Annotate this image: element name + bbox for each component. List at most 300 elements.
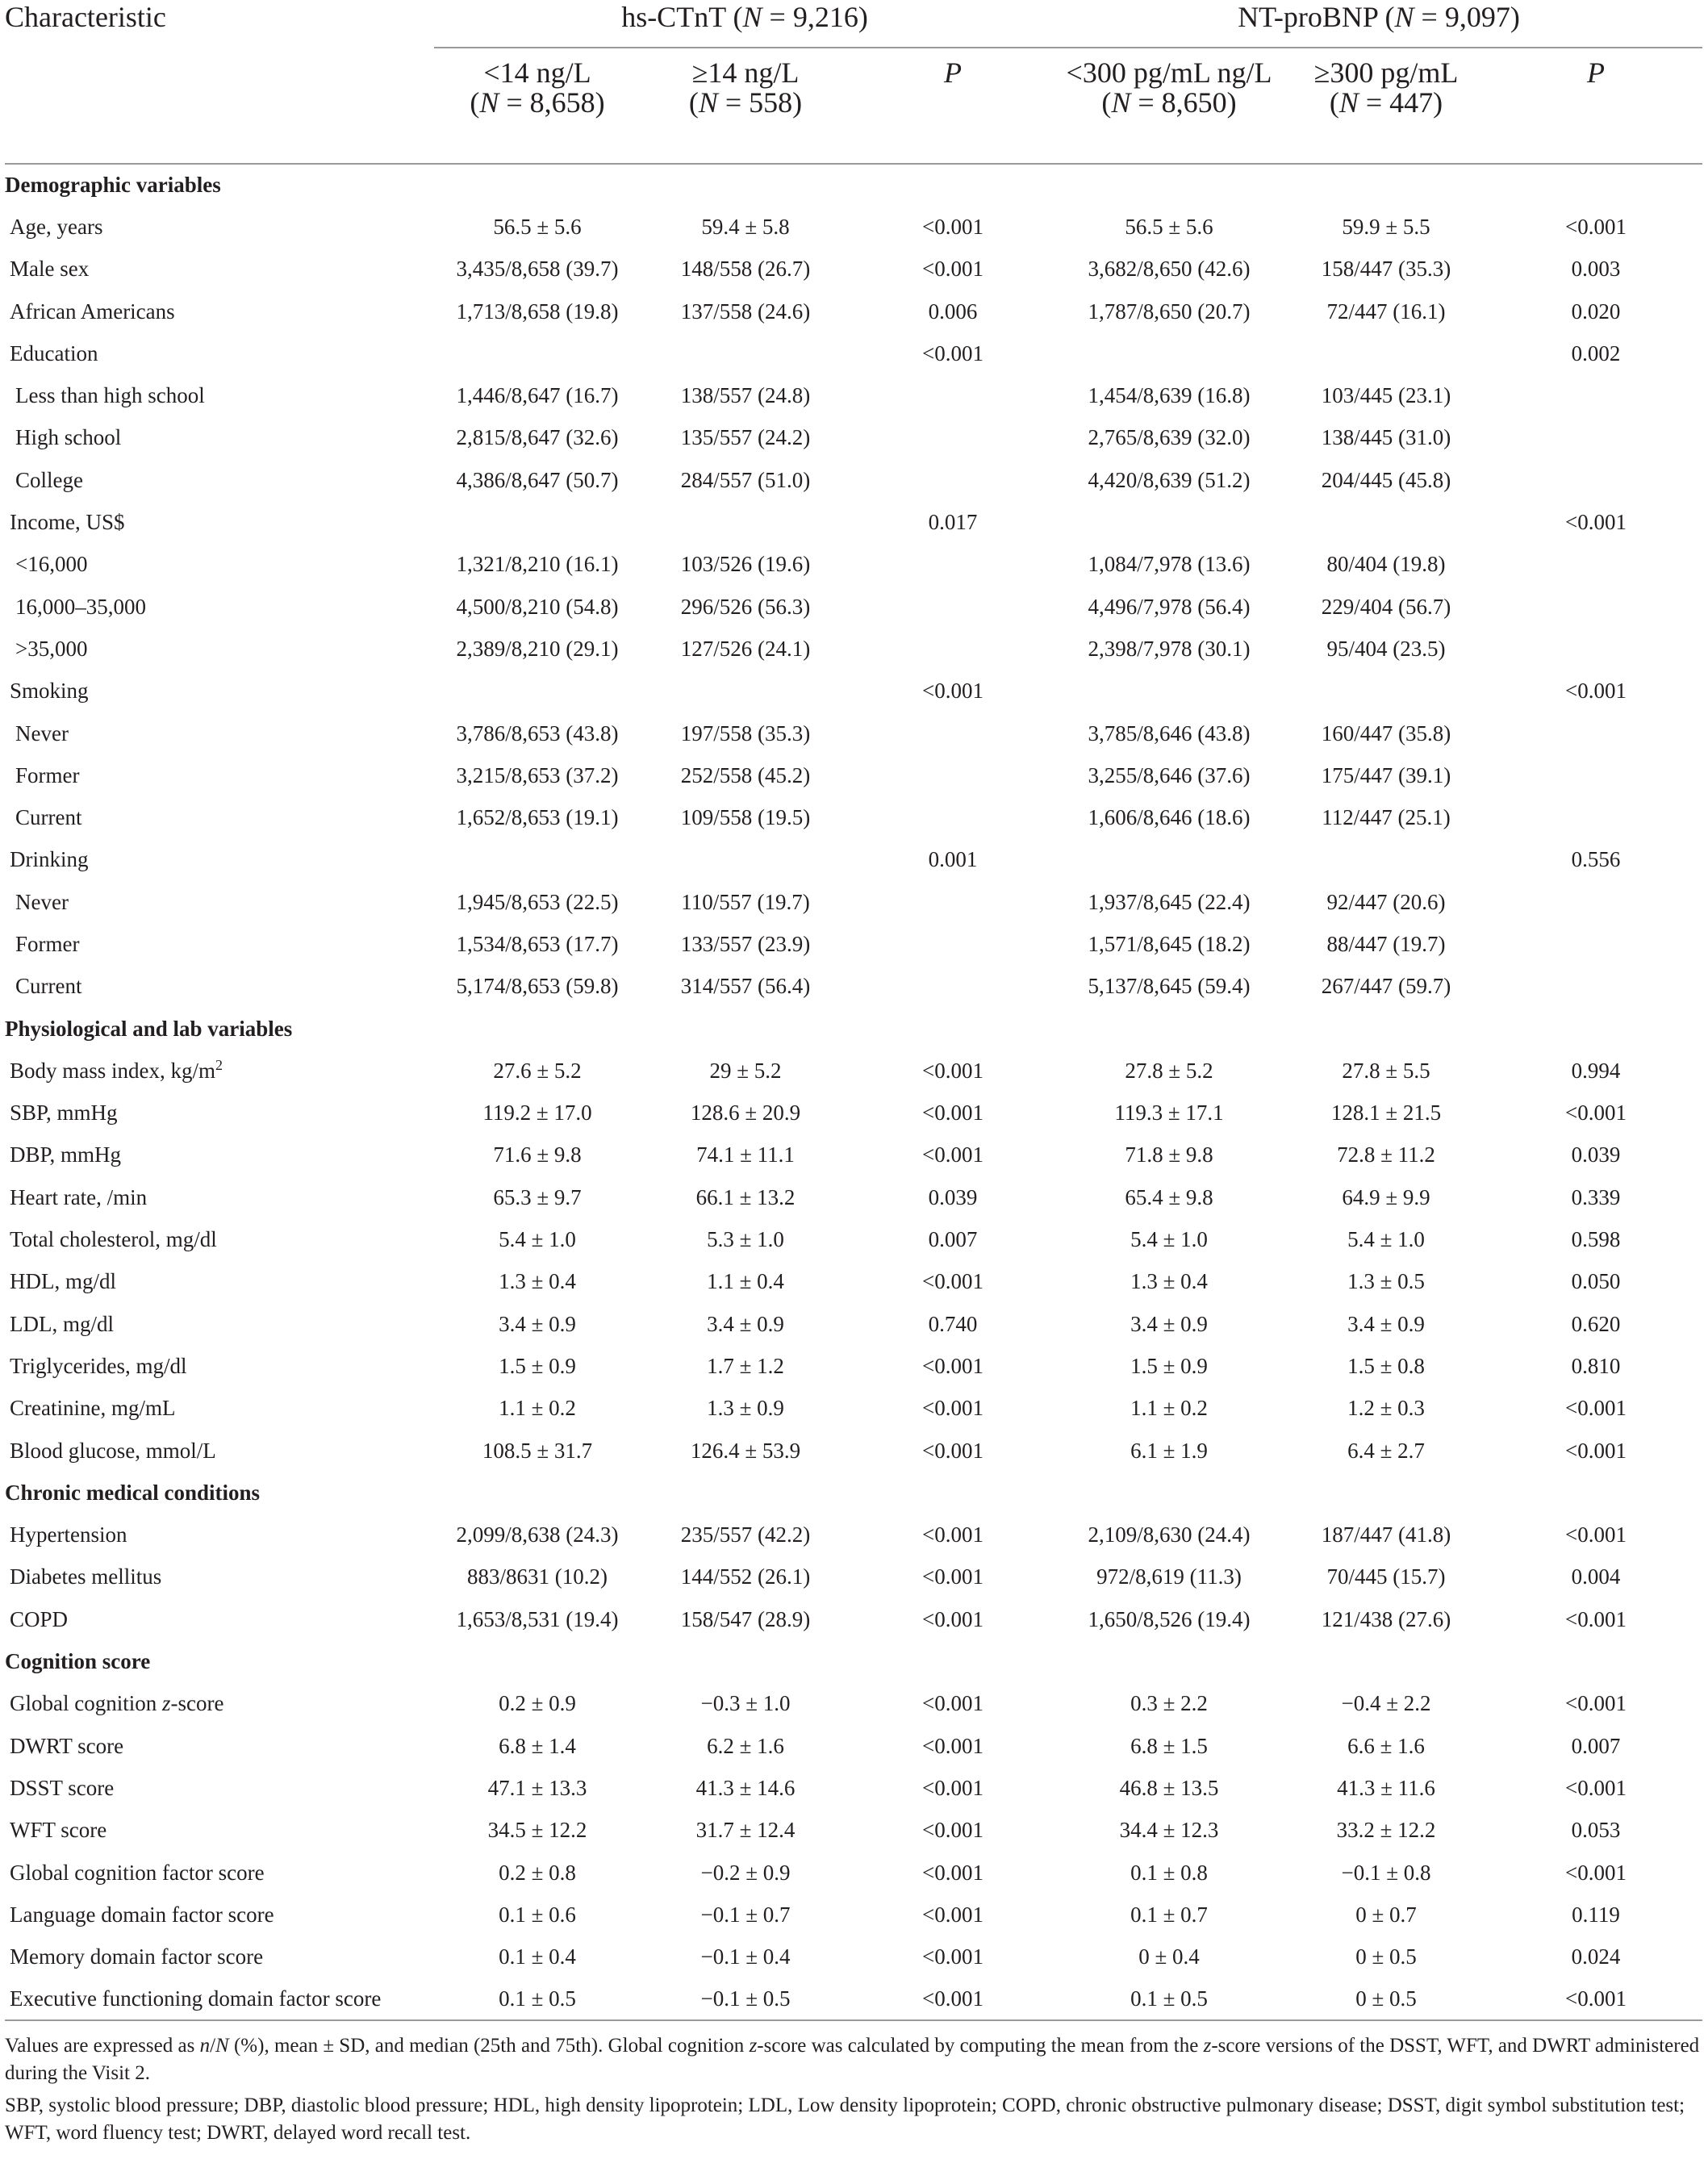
row-label: Blood glucose, mmol/L — [10, 1438, 216, 1463]
cell-bnp-low: 0.1 ± 0.5 — [1055, 1978, 1283, 2020]
cell-bnp-low: 6.8 ± 1.5 — [1130, 1733, 1208, 1758]
cell-ctnt-high: 158/547 (28.9) — [680, 1606, 811, 1631]
cell-bnp-low: 1,454/8,639 (16.8) — [1088, 383, 1251, 408]
table-row — [5, 1852, 1702, 1894]
cell-ctnt-p: <0.001 — [922, 1733, 983, 1758]
cell-bnp-low — [1055, 501, 1283, 543]
cell-bnp-high: 175/447 (39.1) — [1321, 762, 1451, 787]
cell-ctnt-high: 126.4 ± 53.9 — [690, 1438, 801, 1463]
cell-bnp-p: 0.020 — [1571, 299, 1621, 324]
cell-bnp-low: 0.3 ± 2.2 — [1130, 1691, 1208, 1716]
cell-ctnt-p: <0.001 — [922, 1818, 983, 1843]
cell-bnp-high: 5.4 ± 1.0 — [1347, 1227, 1425, 1252]
cell-ctnt-p: 0.001 — [928, 847, 978, 872]
cell-bnp-low: 2,109/8,630 (24.4) — [1088, 1522, 1251, 1547]
cell-ctnt-low: 1.5 ± 0.9 — [499, 1353, 576, 1378]
cell-ctnt-high: 128.6 ± 20.9 — [690, 1101, 801, 1126]
cell-ctnt-low: 0.1 ± 0.5 — [434, 1978, 641, 2020]
cell-ctnt-low: 1,713/8,658 (19.8) — [456, 299, 619, 324]
cell-bnp-high — [1283, 839, 1489, 881]
cell-bnp-p: <0.001 — [1565, 1396, 1627, 1421]
cell-bnp-low: 0.1 ± 0.7 — [1130, 1902, 1208, 1927]
row-label: DBP, mmHg — [10, 1142, 122, 1167]
cell-ctnt-high: 74.1 ± 11.1 — [696, 1142, 795, 1167]
footnote-values: Values are expressed as n/N (%), mean ± SD, and median (25th and 75th). Global cognition z-score was calculated by computing the mean from the z-score versions of the DSST, WFT, and DWRT administered during the Visit 2. — [5, 2035, 1700, 2085]
cell-ctnt-low: 119.2 ± 17.0 — [482, 1101, 592, 1126]
table-row — [5, 966, 1702, 1008]
cell-bnp-p: <0.001 — [1565, 1606, 1627, 1631]
cell-bnp-low — [1055, 839, 1283, 881]
cell-bnp-high: −0.4 ± 2.2 — [1341, 1691, 1431, 1716]
cell-bnp-low: 1.5 ± 0.9 — [1130, 1353, 1208, 1378]
table-row — [5, 501, 1702, 543]
row-label: Total cholesterol, mg/dl — [10, 1227, 217, 1252]
cell-bnp-low: 1,650/8,526 (19.4) — [1088, 1606, 1251, 1631]
cell-bnp-low: 1,937/8,645 (22.4) — [1088, 889, 1251, 914]
cell-ctnt-high: −0.1 ± 0.7 — [700, 1902, 791, 1927]
table-row — [5, 754, 1702, 796]
cell-bnp-low: 3,255/8,646 (37.6) — [1088, 762, 1251, 787]
table-row — [5, 670, 1702, 712]
row-label: Education — [10, 340, 98, 365]
cell-ctnt-p — [850, 586, 1055, 628]
cell-ctnt-p: 0.039 — [928, 1184, 978, 1209]
cell-bnp-p — [1489, 754, 1702, 796]
cell-ctnt-low: 4,500/8,210 (54.8) — [456, 594, 619, 619]
cell-ctnt-low: 0.2 ± 0.8 — [499, 1860, 576, 1885]
cell-bnp-p: 0.556 — [1571, 847, 1621, 872]
cell-bnp-high: 72.8 ± 11.2 — [1337, 1142, 1435, 1167]
cell-ctnt-low: 2,389/8,210 (29.1) — [456, 636, 619, 661]
table-row — [5, 1894, 1702, 1936]
cell-bnp-p — [1489, 628, 1702, 670]
cell-bnp-high: 95/404 (23.5) — [1326, 636, 1446, 661]
row-label: Global cognition factor score — [10, 1860, 265, 1885]
cell-ctnt-low: 1.3 ± 0.4 — [499, 1269, 576, 1294]
cell-bnp-p: 0.810 — [1571, 1353, 1621, 1378]
cell-bnp-p: 0.004 — [1571, 1564, 1621, 1589]
cell-ctnt-high: 144/552 (26.1) — [680, 1564, 811, 1589]
cell-ctnt-p: <0.001 — [922, 1522, 983, 1547]
cell-bnp-low: 1,787/8,650 (20.7) — [1088, 299, 1251, 324]
table-footnotes — [5, 2032, 1702, 2147]
row-label: Executive functioning domain factor score — [5, 1978, 434, 2020]
table-row — [5, 839, 1702, 881]
cell-ctnt-p: <0.001 — [922, 257, 983, 282]
cell-bnp-p — [1489, 712, 1702, 754]
row-label: Triglycerides, mg/dl — [10, 1353, 187, 1378]
section-row — [5, 1640, 1702, 1682]
cell-ctnt-low — [434, 501, 641, 543]
cell-bnp-high — [1283, 670, 1489, 712]
header-group-hs-ctnt: hs-CTnT (N = 9,216) — [434, 0, 1055, 58]
cell-ctnt-p — [850, 417, 1055, 459]
cell-bnp-high: 70/445 (15.7) — [1326, 1564, 1446, 1589]
cell-ctnt-low: 27.6 ± 5.2 — [493, 1058, 582, 1083]
cell-ctnt-high — [641, 670, 850, 712]
cell-ctnt-high: 314/557 (56.4) — [680, 974, 811, 999]
cell-ctnt-high: 5.3 ± 1.0 — [707, 1227, 784, 1252]
cell-ctnt-high: 1.7 ± 1.2 — [707, 1353, 784, 1378]
table-row — [5, 881, 1702, 923]
row-label: Heart rate, /min — [10, 1184, 148, 1209]
cell-ctnt-p: <0.001 — [922, 1775, 983, 1800]
row-label: Memory domain factor score — [10, 1944, 264, 1969]
cell-bnp-low: 4,496/7,978 (56.4) — [1088, 594, 1251, 619]
row-label: DSST score — [10, 1775, 115, 1800]
cell-bnp-low: 1.3 ± 0.4 — [1130, 1269, 1208, 1294]
cell-ctnt-p — [850, 374, 1055, 416]
table-row — [5, 1683, 1702, 1725]
cell-ctnt-high: 59.4 ± 5.8 — [701, 214, 790, 239]
cell-ctnt-high — [641, 501, 850, 543]
cell-ctnt-high: 110/557 (19.7) — [681, 889, 810, 914]
row-label: Language domain factor score — [10, 1902, 274, 1927]
cell-bnp-p: 0.620 — [1571, 1311, 1621, 1336]
cell-ctnt-high — [641, 839, 850, 881]
cell-ctnt-p — [850, 459, 1055, 501]
header-row-groups — [5, 0, 1702, 58]
cell-bnp-low: 1,571/8,645 (18.2) — [1088, 931, 1251, 956]
cell-ctnt-high: 148/558 (26.7) — [680, 257, 811, 282]
row-label: WFT score — [10, 1818, 107, 1843]
cell-bnp-p: 0.002 — [1571, 340, 1621, 365]
header-characteristic: Characteristic — [5, 1, 166, 33]
table-row — [5, 1556, 1702, 1598]
section-heading: Cognition score — [5, 1649, 151, 1674]
row-label: African Americans — [10, 299, 175, 324]
header-col-ctnt-p: P — [944, 56, 962, 89]
cell-bnp-p: <0.001 — [1565, 1860, 1627, 1885]
cell-ctnt-p: 0.740 — [928, 1311, 978, 1336]
row-label: Drinking — [10, 847, 89, 872]
table-row — [5, 544, 1702, 586]
cell-bnp-low: 34.4 ± 12.3 — [1119, 1818, 1219, 1843]
cell-ctnt-high: 127/526 (24.1) — [680, 636, 811, 661]
cell-ctnt-low: 108.5 ± 31.7 — [482, 1438, 593, 1463]
cell-bnp-p: <0.001 — [1565, 214, 1627, 239]
cell-ctnt-p — [850, 628, 1055, 670]
header-col-bnp-low: <300 pg/mL ng/L (N = 8,650) — [1066, 56, 1272, 119]
cell-bnp-high: 88/447 (19.7) — [1326, 931, 1446, 956]
header-col-bnp-high: ≥300 pg/mL (N = 447) — [1313, 56, 1459, 119]
cell-ctnt-high: −0.2 ± 0.9 — [700, 1860, 791, 1885]
cell-bnp-high: 187/447 (41.8) — [1321, 1522, 1451, 1547]
table-row — [5, 1978, 1702, 2020]
cell-bnp-low: 3,682/8,650 (42.6) — [1088, 257, 1251, 282]
cell-bnp-low: 1,084/7,978 (13.6) — [1088, 552, 1251, 577]
characteristics-table — [5, 0, 1702, 2021]
section-row — [5, 164, 1702, 206]
cell-bnp-p: 0.050 — [1571, 1269, 1621, 1294]
row-label: Never — [15, 889, 69, 914]
cell-bnp-p: <0.001 — [1565, 1775, 1627, 1800]
cell-bnp-high: 128.1 ± 21.5 — [1330, 1101, 1442, 1126]
cell-ctnt-p: <0.001 — [922, 1944, 983, 1969]
cell-ctnt-p: <0.001 — [850, 1978, 1055, 2020]
cell-bnp-high: 64.9 ± 9.9 — [1342, 1184, 1430, 1209]
cell-bnp-p: 0.994 — [1571, 1058, 1621, 1083]
cell-ctnt-low: 1,446/8,647 (16.7) — [456, 383, 619, 408]
cell-ctnt-high: 103/526 (19.6) — [680, 552, 811, 577]
cell-ctnt-high: 1.1 ± 0.4 — [707, 1269, 784, 1294]
cell-ctnt-p: <0.001 — [922, 1564, 983, 1589]
cell-bnp-p: 0.003 — [1571, 257, 1621, 282]
cell-ctnt-low: 5.4 ± 1.0 — [499, 1227, 576, 1252]
cell-bnp-low — [1055, 332, 1283, 374]
cell-ctnt-high: −0.1 ± 0.4 — [700, 1944, 791, 1969]
cell-ctnt-p: <0.001 — [922, 1142, 983, 1167]
table-container — [5, 0, 1702, 2147]
cell-ctnt-high: 29 ± 5.2 — [709, 1058, 782, 1083]
row-label: HDL, mg/dl — [10, 1269, 116, 1294]
cell-bnp-low: 2,398/7,978 (30.1) — [1088, 636, 1251, 661]
cell-bnp-high: 72/447 (16.1) — [1326, 299, 1446, 324]
cell-bnp-high: 3.4 ± 0.9 — [1347, 1311, 1425, 1336]
row-label: LDL, mg/dl — [10, 1311, 114, 1336]
table-row — [5, 628, 1702, 670]
cell-ctnt-p — [850, 712, 1055, 754]
cell-ctnt-p: 0.007 — [928, 1227, 978, 1252]
row-label: Income, US$ — [10, 510, 125, 535]
cell-bnp-p — [1489, 374, 1702, 416]
cell-bnp-low: 65.4 ± 9.8 — [1125, 1184, 1213, 1209]
cell-ctnt-high: 284/557 (51.0) — [680, 467, 811, 492]
cell-ctnt-p — [850, 923, 1055, 965]
cell-bnp-high: 6.6 ± 1.6 — [1347, 1733, 1425, 1758]
cell-bnp-low — [1055, 670, 1283, 712]
cell-bnp-p: 0.339 — [1571, 1184, 1621, 1209]
cell-ctnt-low — [434, 839, 641, 881]
row-label: Hypertension — [10, 1522, 127, 1547]
cell-bnp-high: 121/438 (27.6) — [1321, 1606, 1451, 1631]
cell-ctnt-low — [434, 332, 641, 374]
cell-bnp-high: 80/404 (19.8) — [1326, 552, 1446, 577]
cell-bnp-p: <0.001 — [1565, 679, 1627, 704]
cell-bnp-high: 267/447 (59.7) — [1321, 974, 1451, 999]
cell-bnp-high: 1.2 ± 0.3 — [1347, 1396, 1425, 1421]
cell-ctnt-p — [850, 966, 1055, 1008]
cell-ctnt-low: 2,099/8,638 (24.3) — [456, 1522, 619, 1547]
table-row — [5, 417, 1702, 459]
cell-bnp-p: 0.119 — [1572, 1902, 1620, 1927]
table-row — [5, 332, 1702, 374]
table-row — [5, 1303, 1702, 1345]
cell-ctnt-low: 71.6 ± 9.8 — [493, 1142, 582, 1167]
cell-ctnt-high: 296/526 (56.3) — [680, 594, 811, 619]
footnote-abbreviations: SBP, systolic blood pressure; DBP, diastolic blood pressure; HDL, high density lipoprotein; LDL, Low density lipoprotein; COPD, chronic obstructive pulmonary disease; DSST, digit symbol substitution test; WFT, word fluency test; DWRT, delayed word recall test. — [5, 2095, 1685, 2145]
row-label: Former — [15, 762, 80, 787]
table-row — [5, 1936, 1702, 1978]
table-row — [5, 712, 1702, 754]
row-label: Current — [15, 805, 82, 830]
cell-bnp-high: 1.5 ± 0.8 — [1347, 1353, 1425, 1378]
row-label: High school — [15, 425, 122, 450]
cell-ctnt-low: 5,174/8,653 (59.8) — [456, 974, 619, 999]
row-label: Male sex — [10, 257, 90, 282]
cell-bnp-high: 92/447 (20.6) — [1326, 889, 1446, 914]
row-label: Less than high school — [15, 383, 205, 408]
row-label: Current — [15, 974, 82, 999]
cell-ctnt-high: 197/558 (35.3) — [680, 720, 811, 746]
cell-ctnt-p: <0.001 — [922, 1902, 983, 1927]
cell-bnp-high — [1283, 332, 1489, 374]
cell-ctnt-high: 235/557 (42.2) — [680, 1522, 811, 1547]
cell-ctnt-high — [641, 332, 850, 374]
row-label: Global cognition z-score — [10, 1691, 224, 1716]
cell-bnp-high — [1283, 501, 1489, 543]
table-row — [5, 1092, 1702, 1134]
section-heading: Chronic medical conditions — [5, 1480, 261, 1505]
cell-bnp-low: 5,137/8,645 (59.4) — [1088, 974, 1251, 999]
table-row — [5, 1050, 1702, 1092]
cell-ctnt-p: <0.001 — [922, 1101, 983, 1126]
cell-bnp-p: <0.001 — [1565, 1522, 1627, 1547]
row-label: SBP, mmHg — [10, 1101, 118, 1126]
table-row — [5, 923, 1702, 965]
cell-bnp-high: 27.8 ± 5.5 — [1342, 1058, 1430, 1083]
cell-ctnt-high: 31.7 ± 12.4 — [695, 1818, 796, 1843]
cell-ctnt-low: 1,945/8,653 (22.5) — [456, 889, 619, 914]
cell-bnp-high: 1.3 ± 0.5 — [1347, 1269, 1425, 1294]
cell-ctnt-p: <0.001 — [922, 1269, 983, 1294]
cell-ctnt-high: −0.1 ± 0.5 — [641, 1978, 850, 2020]
cell-bnp-p — [1489, 417, 1702, 459]
table-row — [5, 1598, 1702, 1640]
cell-ctnt-low: 47.1 ± 13.3 — [487, 1775, 587, 1800]
cell-ctnt-p: <0.001 — [922, 1353, 983, 1378]
table-row — [5, 796, 1702, 838]
cell-bnp-p: 0.598 — [1571, 1227, 1621, 1252]
cell-bnp-p: <0.001 — [1565, 1691, 1627, 1716]
cell-ctnt-p — [850, 796, 1055, 838]
cell-ctnt-p: <0.001 — [922, 1691, 983, 1716]
table-row — [5, 459, 1702, 501]
cell-bnp-p — [1489, 459, 1702, 501]
section-row — [5, 1008, 1702, 1050]
cell-bnp-p — [1489, 544, 1702, 586]
cell-bnp-p — [1489, 881, 1702, 923]
cell-ctnt-high: 137/558 (24.6) — [680, 299, 811, 324]
cell-ctnt-low: 0.2 ± 0.9 — [499, 1691, 576, 1716]
section-heading: Demographic variables — [5, 173, 221, 198]
table-row — [5, 1388, 1702, 1430]
cell-ctnt-low: 1,321/8,210 (16.1) — [456, 552, 619, 577]
cell-ctnt-high: 252/558 (45.2) — [680, 762, 811, 787]
cell-bnp-p: <0.001 — [1565, 510, 1627, 535]
table-row — [5, 1810, 1702, 1852]
section-row — [5, 1472, 1702, 1514]
cell-ctnt-high: 41.3 ± 14.6 — [695, 1775, 796, 1800]
cell-bnp-high: 158/447 (35.3) — [1321, 257, 1451, 282]
cell-ctnt-high: 6.2 ± 1.6 — [707, 1733, 784, 1758]
cell-bnp-high: 41.3 ± 11.6 — [1337, 1775, 1435, 1800]
cell-ctnt-low: 3.4 ± 0.9 — [499, 1311, 576, 1336]
cell-ctnt-p: <0.001 — [922, 679, 983, 704]
header-col-bnp-p: P — [1587, 56, 1606, 89]
cell-bnp-p: 0.053 — [1571, 1818, 1621, 1843]
cell-bnp-p: 0.024 — [1571, 1944, 1621, 1969]
row-label: 16,000–35,000 — [15, 594, 146, 619]
cell-bnp-high: 0 ± 0.5 — [1355, 1944, 1417, 1969]
table-row — [5, 1134, 1702, 1176]
cell-ctnt-p: <0.001 — [922, 1058, 983, 1083]
cell-bnp-p: <0.001 — [1489, 1978, 1702, 2020]
cell-bnp-low: 3.4 ± 0.9 — [1130, 1311, 1208, 1336]
table-body — [5, 164, 1702, 2020]
cell-bnp-p — [1489, 966, 1702, 1008]
table-row — [5, 1430, 1702, 1472]
table-row — [5, 374, 1702, 416]
cell-bnp-high: 112/447 (25.1) — [1322, 805, 1451, 830]
cell-ctnt-low: 0.1 ± 0.6 — [499, 1902, 576, 1927]
cell-ctnt-p: <0.001 — [922, 1396, 983, 1421]
cell-bnp-low: 972/8,619 (11.3) — [1096, 1564, 1242, 1589]
row-label: Smoking — [10, 679, 89, 704]
header-row-subgroups — [5, 58, 1702, 163]
cell-ctnt-p — [850, 544, 1055, 586]
cell-ctnt-low: 0.1 ± 0.4 — [499, 1944, 576, 1969]
cell-ctnt-low — [434, 670, 641, 712]
cell-bnp-high: 0 ± 0.5 — [1283, 1978, 1489, 2020]
cell-ctnt-p: <0.001 — [922, 1860, 983, 1885]
cell-bnp-low: 46.8 ± 13.5 — [1119, 1775, 1219, 1800]
cell-bnp-p: 0.039 — [1571, 1142, 1621, 1167]
row-label: COPD — [10, 1606, 69, 1631]
row-label: <16,000 — [15, 552, 88, 577]
cell-ctnt-p: <0.001 — [922, 1606, 983, 1631]
cell-ctnt-low: 3,435/8,658 (39.7) — [456, 257, 619, 282]
cell-ctnt-high: −0.3 ± 1.0 — [700, 1691, 791, 1716]
cell-bnp-low: 3,785/8,646 (43.8) — [1088, 720, 1251, 746]
cell-bnp-high: −0.1 ± 0.8 — [1341, 1860, 1431, 1885]
cell-ctnt-low: 65.3 ± 9.7 — [493, 1184, 582, 1209]
cell-bnp-p — [1489, 796, 1702, 838]
table-row — [5, 1261, 1702, 1303]
cell-ctnt-low: 3,215/8,653 (37.2) — [456, 762, 619, 787]
cell-bnp-high: 103/445 (23.1) — [1321, 383, 1451, 408]
cell-ctnt-p: 0.006 — [928, 299, 978, 324]
table-row — [5, 586, 1702, 628]
cell-ctnt-low: 56.5 ± 5.6 — [493, 214, 582, 239]
cell-ctnt-p — [850, 754, 1055, 796]
table-row — [5, 206, 1702, 248]
cell-bnp-low: 0.1 ± 0.8 — [1130, 1860, 1208, 1885]
header-group-nt-probnp: NT-proBNP (N = 9,097) — [1055, 0, 1702, 58]
table-row — [5, 1514, 1702, 1556]
cell-ctnt-p: <0.001 — [922, 340, 983, 365]
cell-bnp-low: 71.8 ± 9.8 — [1125, 1142, 1213, 1167]
row-label: >35,000 — [15, 636, 88, 661]
cell-bnp-low: 0 ± 0.4 — [1138, 1944, 1200, 1969]
cell-ctnt-high: 135/557 (24.2) — [680, 425, 811, 450]
cell-bnp-high: 204/445 (45.8) — [1321, 467, 1451, 492]
section-heading: Physiological and lab variables — [5, 1016, 293, 1041]
row-label: Age, years — [10, 214, 103, 239]
cell-ctnt-low: 2,815/8,647 (32.6) — [456, 425, 619, 450]
cell-ctnt-high: 3.4 ± 0.9 — [707, 1311, 784, 1336]
header-col-ctnt-high: ≥14 ng/L (N = 558) — [688, 56, 803, 119]
cell-bnp-low: 56.5 ± 5.6 — [1125, 214, 1213, 239]
cell-ctnt-low: 4,386/8,647 (50.7) — [456, 467, 619, 492]
cell-ctnt-low: 883/8631 (10.2) — [467, 1564, 608, 1589]
cell-bnp-p: <0.001 — [1565, 1438, 1627, 1463]
header-col-ctnt-low: <14 ng/L (N = 8,658) — [470, 56, 605, 119]
cell-ctnt-high: 138/557 (24.8) — [680, 383, 811, 408]
row-label: College — [15, 467, 83, 492]
cell-ctnt-low: 6.8 ± 1.4 — [499, 1733, 576, 1758]
cell-bnp-p: 0.007 — [1571, 1733, 1621, 1758]
